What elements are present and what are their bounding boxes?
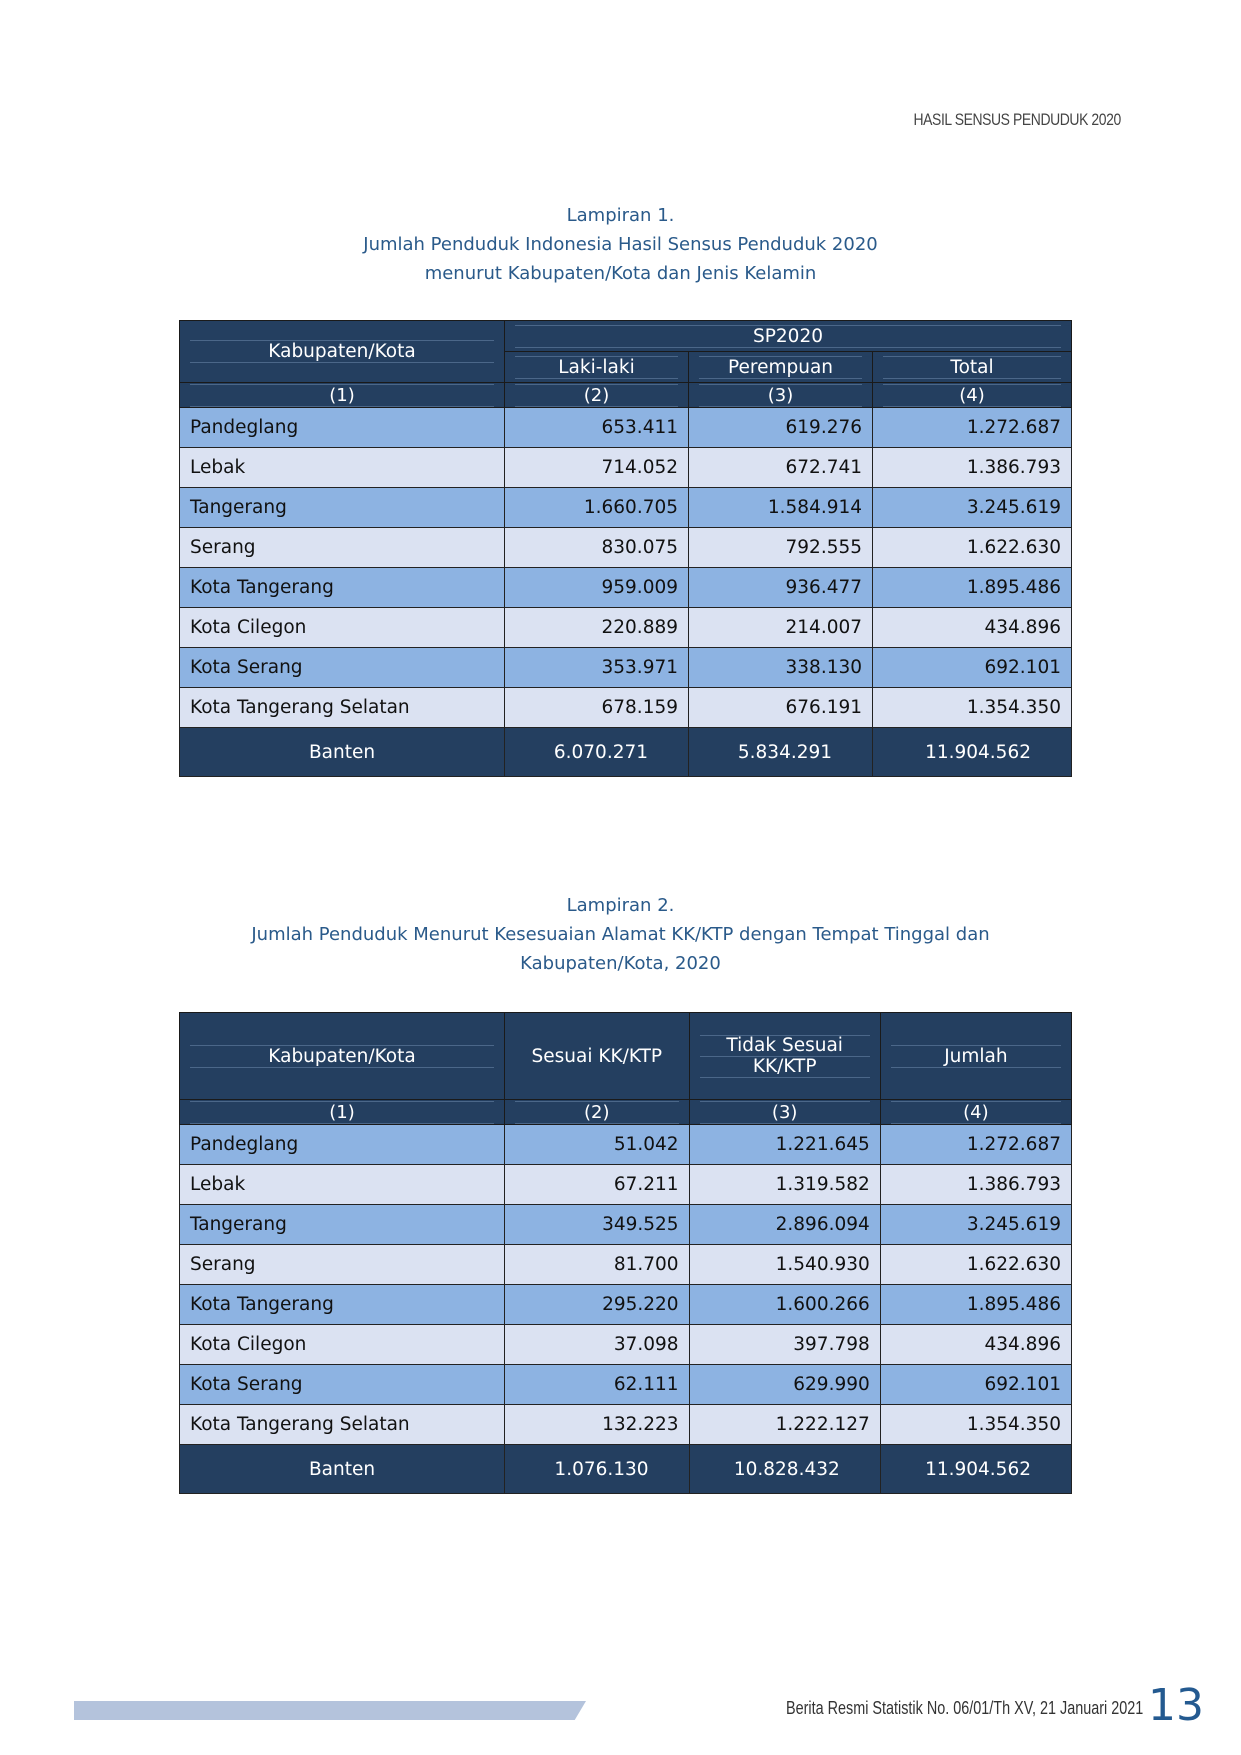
value-cell: 1.272.687 xyxy=(873,408,1072,448)
table2-caption-label: Lampiran 2. xyxy=(566,895,675,916)
value-cell: 3.245.619 xyxy=(873,488,1072,528)
value-cell: 653.411 xyxy=(505,408,689,448)
table-row xyxy=(180,1165,1072,1205)
table-row xyxy=(180,528,1072,568)
region-name-cell: Kota Tangerang xyxy=(180,1285,505,1325)
table1-caption xyxy=(0,201,1241,288)
value-cell: 434.896 xyxy=(873,608,1072,648)
table2-population-by-address-match xyxy=(179,1012,1072,1494)
value-cell: 62.111 xyxy=(505,1365,690,1405)
value-cell: 1.272.687 xyxy=(880,1125,1071,1165)
value-cell: 51.042 xyxy=(505,1125,690,1165)
region-name-cell: Kota Cilegon xyxy=(180,1325,505,1365)
region-name-cell: Kota Tangerang Selatan xyxy=(180,688,505,728)
column-number: (4) xyxy=(880,1100,1071,1125)
table-row xyxy=(180,1365,1072,1405)
table-row xyxy=(180,1325,1072,1365)
total-value-cell: 10.828.432 xyxy=(689,1445,880,1494)
region-name-cell: Kota Tangerang xyxy=(180,568,505,608)
value-cell: 1.622.630 xyxy=(873,528,1072,568)
column-number: (3) xyxy=(689,1100,880,1125)
value-cell: 619.276 xyxy=(689,408,873,448)
table-row xyxy=(180,608,1072,648)
value-cell: 1.354.350 xyxy=(873,688,1072,728)
value-cell: 81.700 xyxy=(505,1245,690,1285)
value-cell: 1.386.793 xyxy=(880,1165,1071,1205)
table-row xyxy=(180,1285,1072,1325)
value-cell: 353.971 xyxy=(505,648,689,688)
value-cell: 959.009 xyxy=(505,568,689,608)
region-name-cell: Kota Cilegon xyxy=(180,608,505,648)
total-row xyxy=(180,728,1072,777)
region-name-cell: Lebak xyxy=(180,448,505,488)
table-row xyxy=(180,568,1072,608)
column-number: (2) xyxy=(505,383,689,408)
value-cell: 295.220 xyxy=(505,1285,690,1325)
value-cell: 1.386.793 xyxy=(873,448,1072,488)
table2-caption-title: Jumlah Penduduk Menurut Kesesuaian Alamat KK/KTP dengan Tempat Tinggal dan xyxy=(251,924,990,945)
value-cell: 434.896 xyxy=(880,1325,1071,1365)
table1-population-by-sex xyxy=(179,320,1072,777)
value-cell: 37.098 xyxy=(505,1325,690,1365)
region-name-cell: Serang xyxy=(180,1245,505,1285)
table1-caption-subtitle: menurut Kabupaten/Kota dan Jenis Kelamin xyxy=(424,263,817,284)
value-cell: 792.555 xyxy=(689,528,873,568)
region-name-cell: Tangerang xyxy=(180,488,505,528)
value-cell: 67.211 xyxy=(505,1165,690,1205)
total-value-cell: 11.904.562 xyxy=(880,1445,1071,1494)
value-cell: 830.075 xyxy=(505,528,689,568)
value-cell: 678.159 xyxy=(505,688,689,728)
total-row xyxy=(180,1445,1072,1494)
region-name-cell: Lebak xyxy=(180,1165,505,1205)
value-cell: 397.798 xyxy=(689,1325,880,1365)
total-value-cell: 11.904.562 xyxy=(873,728,1072,777)
value-cell: 1.600.266 xyxy=(689,1285,880,1325)
value-cell: 1.540.930 xyxy=(689,1245,880,1285)
total-value-cell: 5.834.291 xyxy=(689,728,873,777)
total-value-cell: 6.070.271 xyxy=(505,728,689,777)
value-cell: 338.130 xyxy=(689,648,873,688)
table-row xyxy=(180,488,1072,528)
value-cell: 692.101 xyxy=(880,1365,1071,1405)
header-no-match: Tidak Sesuai KK/KTP xyxy=(689,1013,880,1100)
table-row xyxy=(180,408,1072,448)
table-row xyxy=(180,1245,1072,1285)
column-number: (3) xyxy=(689,383,873,408)
header-group-sp2020: SP2020 xyxy=(505,321,1072,352)
running-header-title: HASIL SENSUS PENDUDUK 2020 xyxy=(913,110,1121,129)
column-number: (1) xyxy=(180,383,505,408)
region-name-cell: Serang xyxy=(180,528,505,568)
value-cell: 1.622.630 xyxy=(880,1245,1071,1285)
value-cell: 1.660.705 xyxy=(505,488,689,528)
value-cell: 1.221.645 xyxy=(689,1125,880,1165)
value-cell: 672.741 xyxy=(689,448,873,488)
value-cell: 3.245.619 xyxy=(880,1205,1071,1245)
value-cell: 132.223 xyxy=(505,1405,690,1445)
table2-caption-subtitle: Kabupaten/Kota, 2020 xyxy=(520,953,721,974)
footer-publication: Berita Resmi Statistik No. 06/01/Th XV, 21 Januari 2021 xyxy=(786,1698,1144,1718)
table1-caption-label: Lampiran 1. xyxy=(566,205,675,226)
footer-decorative-bar xyxy=(74,1701,586,1720)
page-number: 13 xyxy=(1148,1680,1204,1731)
table-row xyxy=(180,648,1072,688)
value-cell: 714.052 xyxy=(505,448,689,488)
header-region: Kabupaten/Kota xyxy=(180,1013,505,1100)
value-cell: 220.889 xyxy=(505,608,689,648)
value-cell: 1.895.486 xyxy=(873,568,1072,608)
table-row xyxy=(180,688,1072,728)
table-row xyxy=(180,448,1072,488)
table-row xyxy=(180,1125,1072,1165)
table2-caption xyxy=(0,891,1241,978)
region-name-cell: Kota Serang xyxy=(180,648,505,688)
value-cell: 2.896.094 xyxy=(689,1205,880,1245)
value-cell: 1.222.127 xyxy=(689,1405,880,1445)
region-name-cell: Pandeglang xyxy=(180,408,505,448)
column-number: (4) xyxy=(873,383,1072,408)
header-region: Kabupaten/Kota xyxy=(180,321,505,383)
value-cell: 349.525 xyxy=(505,1205,690,1245)
table1-caption-title: Jumlah Penduduk Indonesia Hasil Sensus Penduduk 2020 xyxy=(363,234,878,255)
value-cell: 214.007 xyxy=(689,608,873,648)
header-sum: Jumlah xyxy=(880,1013,1071,1100)
total-label-cell: Banten xyxy=(180,728,505,777)
table-row xyxy=(180,1405,1072,1445)
value-cell: 936.477 xyxy=(689,568,873,608)
table-row xyxy=(180,1205,1072,1245)
value-cell: 1.895.486 xyxy=(880,1285,1071,1325)
total-label-cell: Banten xyxy=(180,1445,505,1494)
column-number: (1) xyxy=(180,1100,505,1125)
header-total: Total xyxy=(873,352,1072,383)
header-match: Sesuai KK/KTP xyxy=(505,1013,690,1100)
total-value-cell: 1.076.130 xyxy=(505,1445,690,1494)
region-name-cell: Tangerang xyxy=(180,1205,505,1245)
value-cell: 676.191 xyxy=(689,688,873,728)
region-name-cell: Kota Tangerang Selatan xyxy=(180,1405,505,1445)
value-cell: 1.319.582 xyxy=(689,1165,880,1205)
column-number: (2) xyxy=(505,1100,690,1125)
header-male: Laki-laki xyxy=(505,352,689,383)
region-name-cell: Kota Serang xyxy=(180,1365,505,1405)
header-female: Perempuan xyxy=(689,352,873,383)
region-name-cell: Pandeglang xyxy=(180,1125,505,1165)
value-cell: 629.990 xyxy=(689,1365,880,1405)
value-cell: 1.354.350 xyxy=(880,1405,1071,1445)
value-cell: 1.584.914 xyxy=(689,488,873,528)
value-cell: 692.101 xyxy=(873,648,1072,688)
